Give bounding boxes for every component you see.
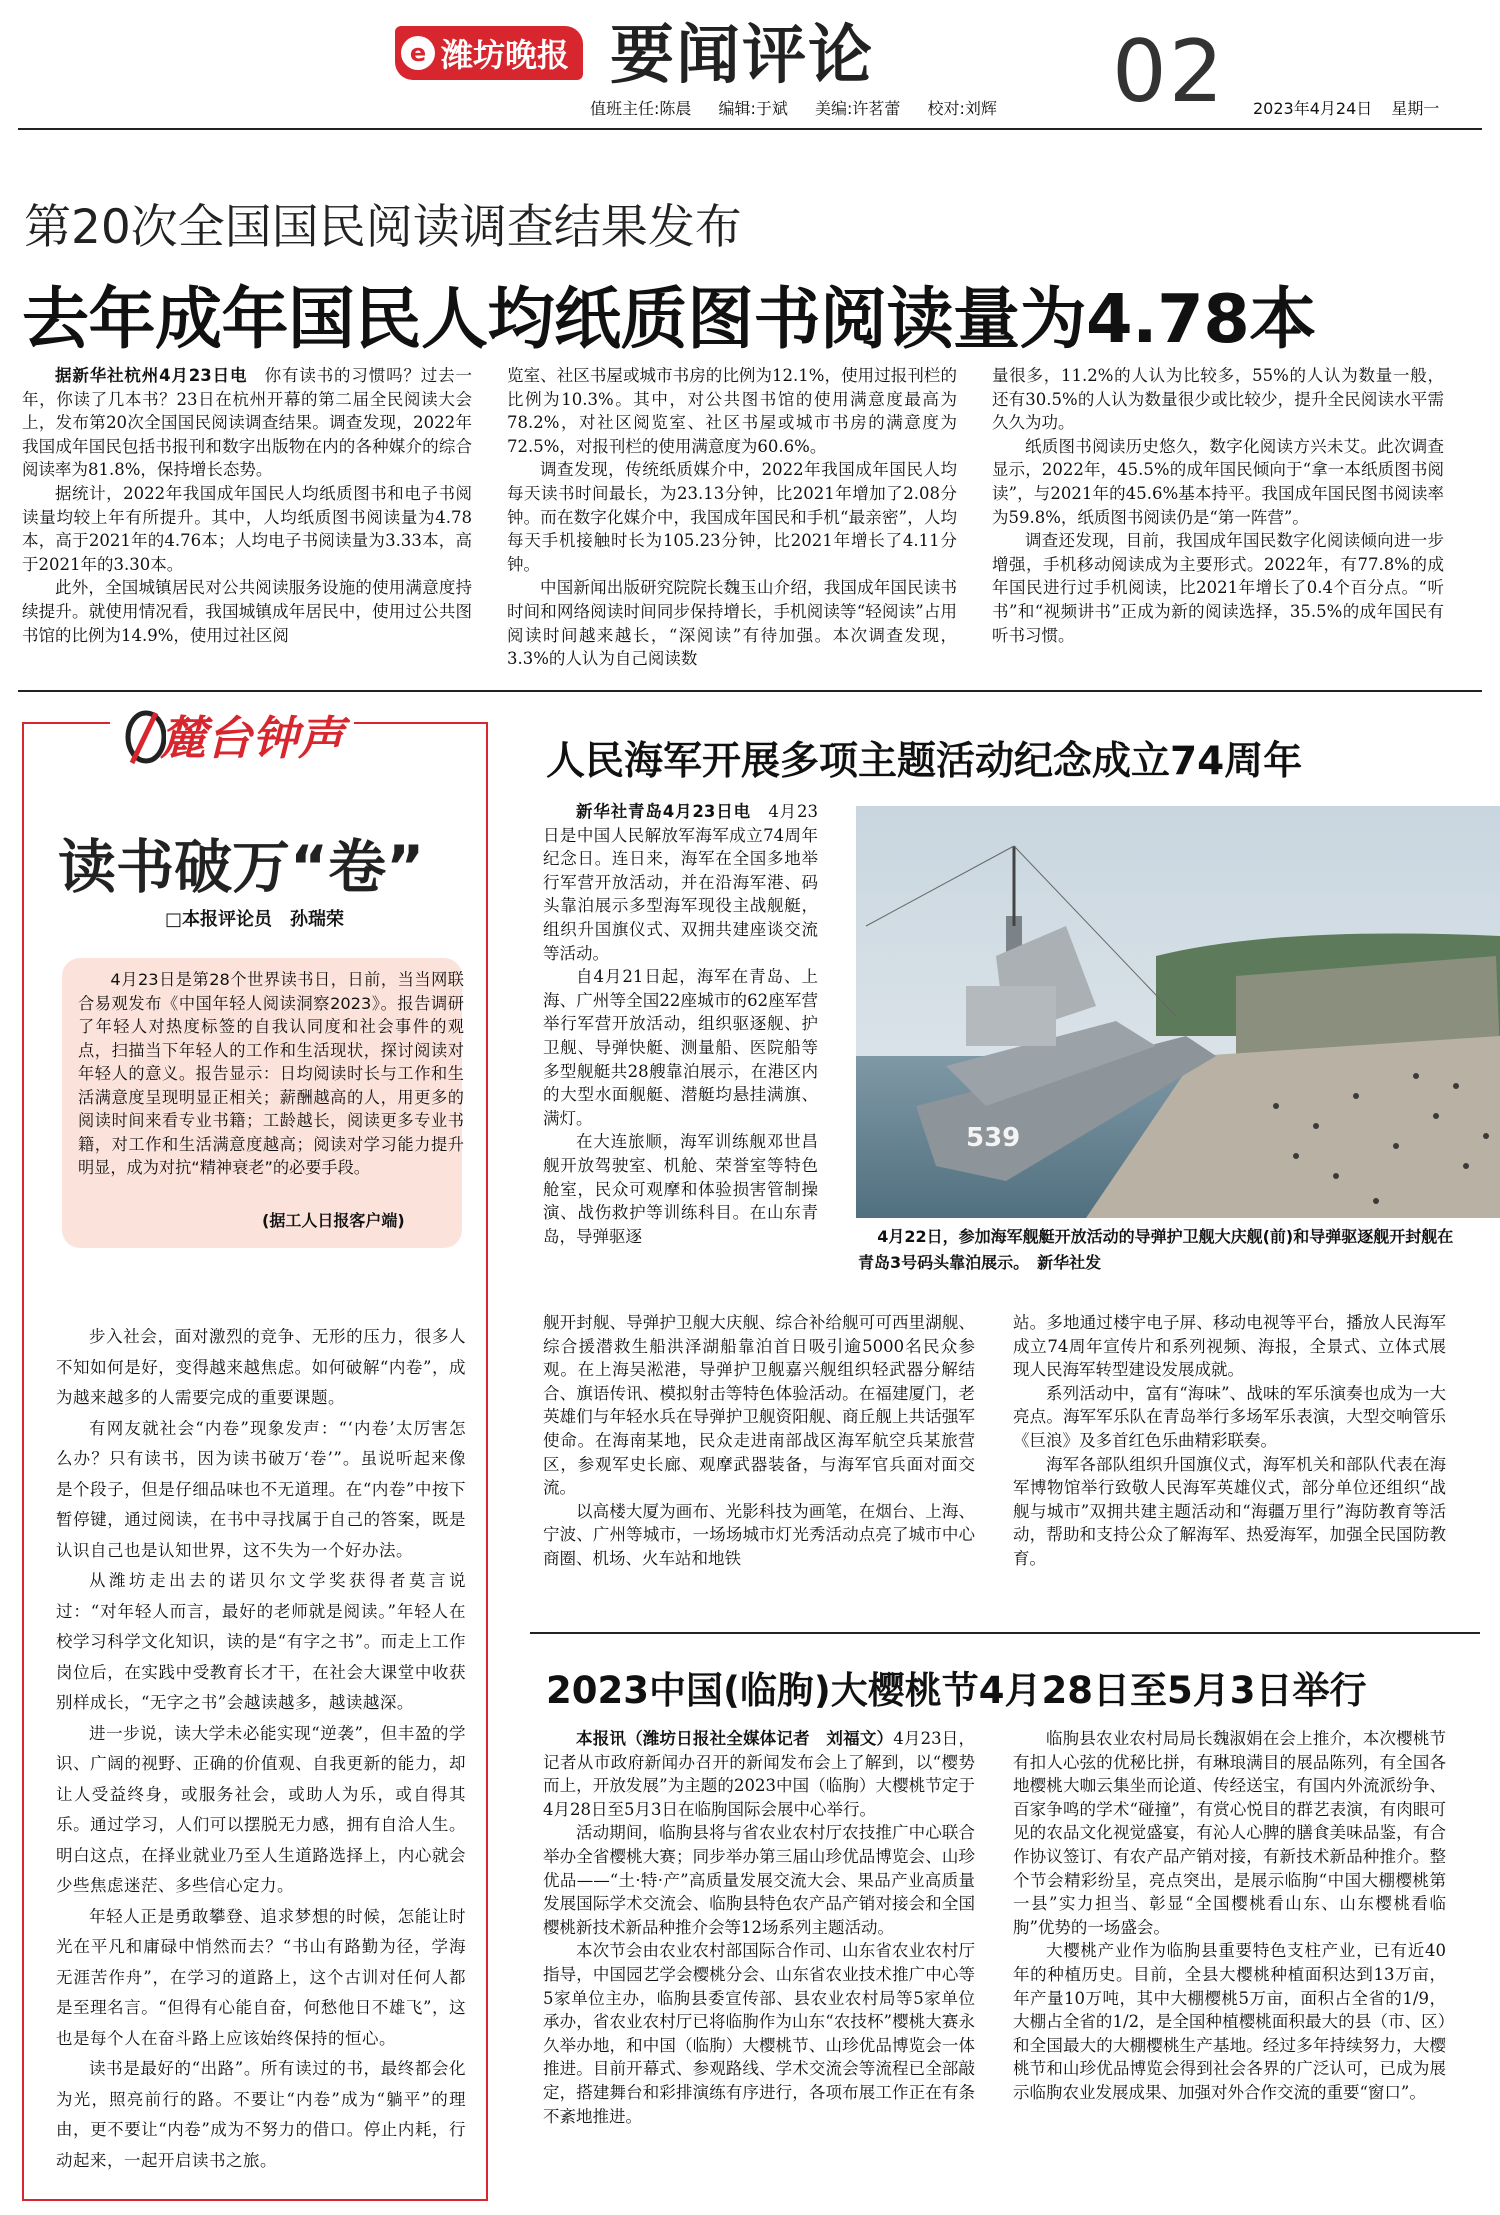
section-title: 要闻评论 [610,18,874,93]
cherry-dateline: 本报讯（潍坊日报社全媒体记者 刘福文） [576,1729,894,1748]
staff-editor: 编辑:于斌 [718,99,788,118]
cherry-para: 活动期间，临朐县将与省农业农村厅农技推广中心联合举办全省樱桃大赛；同步举办第三届山珍优品博览会、山珍优品——“土·特·产”高质量发展交流大会、果品产业高质量发展国际学术交流会、临朐县特色农产品产销对接会和全国樱桃新技术新品种推介会等12场系列主题活动。 [543,1823,975,1937]
lead-para: 调查发现，传统纸质媒介中，2022年我国成年国民人均每天读书时间最长，为23.13分钟，比2021年增加了2.08分钟。而在数字化媒介中，我国成年国民和手机“最亲密”，人均每天手机接触时长为105.23分钟，比2021年增长了4.11分钟。 [507,460,957,574]
staff-designer: 美编:许茗蕾 [815,99,901,118]
lead-para: 据统计，2022年我国成年国民人均纸质图书和电子书阅读量均较上年有所提升。其中，人均纸质图书阅读量为4.78本，高于2021年的4.76本；人均电子书阅读量为3.33本，高于2021年的3.30本。 [22,483,472,574]
staff-proofreader: 校对:刘辉 [927,99,997,118]
lead-col-3 [992,364,1444,647]
lead-para: 中国新闻出版研究院院长魏玉山介绍，我国成年国民读书时间和网络阅读时间同步保持增长，手机阅读等“轻阅读”占用阅读时间越来越长，“深阅读”有待加强。本次调查发现，3.3%的人认为自己阅读数 [507,578,957,669]
navy-para: 系列活动中，富有“海味”、战味的军乐演奏也成为一大亮点。海军军乐队在青岛举行多场军乐表演，大型交响管乐《巨浪》及多首红色乐曲精彩联奏。 [1013,1383,1446,1450]
column-logo-text: 麓台钟声 [160,711,344,765]
lead-para: 量很多，11.2%的人认为比较多，55%的人认为数量一般，还有30.5%的人认为数量很少或比较少，提升全民阅读水平需久久为功。 [992,366,1444,433]
navy-para: 海军各部队组织升国旗仪式，海军机关和部队代表在海军博物馆举行致敬人民海军英雄仪式，部分单位还组织“战舰与城市”双拥共建主题活动和“海疆万里行”海防教育等活动，帮助和支持公众了解海军、热爱海军，加强全民国防教育。 [1013,1454,1446,1568]
cherry-para: 大樱桃产业作为临朐县重要特色支柱产业，已有近40年的种植历史。目前，全县大樱桃种植面积达到13万亩，年产量10万吨，其中大棚樱桃5万亩，面积占全省的1/9，大棚占全省的1/2，是全国种植樱桃面积最大的县（市、区）和全国最大的大棚樱桃生产基地。经过多年持续努力，大樱桃节和山珍优品博览会得到社会各界的广泛认可，已成为展示临朐农业发展成果、加强对外合作交流的重要“窗口”。 [1013,1941,1446,2102]
quote-box [62,958,462,1248]
svg-text:539: 539 [966,1123,1021,1153]
navy-divider [530,1632,1480,1634]
lead-subtitle: 第20次全国国民阅读调查结果发布 [24,200,742,255]
lead-col-2 [507,364,957,671]
cherry-col-1 [543,1727,975,2128]
navy-headline: 人民海军开展多项主题活动纪念成立74周年 [546,739,1303,784]
navy-wide-left [543,1311,975,1571]
commentary-para: 读书是最好的“出路”。所有读过的书，最终都会化为光，照亮前行的路。不要让“内卷”成为“躺平”的理由，更不要让“内卷”成为不努力的借口。停止内耗，行动起来，一起开启读书之旅。 [56,2059,466,2170]
commentary-body [56,1322,466,2176]
navy-para: 舰开封舰、导弹护卫舰大庆舰、综合补给舰可可西里湖舰、综合援潜救生船洪泽湖船靠泊首日吸引逾5000名民众参观。在上海吴淞港，导弹护卫舰嘉兴舰组织轻武器分解结合、旗语传讯、模拟射击等特色体验活动。在福建厦门，老英雄们与年轻水兵在导弹护卫舰资阳舰、商丘舰上共话强军使命。在海南某地，民众走进南部战区海军航空兵某旅营区，参观军史长廊、观摩武器装备，与海军官兵面对面交流。 [543,1313,975,1498]
masthead-divider [18,128,1482,130]
navy-para: 站。多地通过楼宇电子屏、移动电视等平台，播放人民海军成立74周年宣传片和系列视频、海报，全景式、立体式展现人民海军转型建设发展成就。 [1013,1313,1446,1380]
staff-line [590,96,1019,119]
navy-dateline: 新华社青岛4月23日电 [576,802,751,821]
navy-para: 以高楼大厦为画布、光影科技为画笔，在烟台、上海、宁波、广州等城市，一场场城市灯光秀活动点亮了城市中心商圈、机场、火车站和地铁 [543,1501,975,1568]
navy-photo [856,806,1500,1218]
page-number: 02 [1112,22,1226,122]
navy-wide-right [1013,1311,1446,1571]
cherry-para: 本次节会由农业农村部国际合作司、山东省农业农村厅指导，中国园艺学会樱桃分会、山东省农业技术推广中心等5家单位主办，临朐县委宣传部、县农业农村局等5家单位承办，省农业农村厅已将临朐作为山东“农技杯”樱桃大赛永久举办地，和中国（临朐）大樱桃节、山珍优品博览会一体推进。目前开幕式、参观路线、学术交流会等流程已全部敲定，搭建舞台和彩排演练有序进行，各项布展工作正在有条不紊地推进。 [543,1941,975,2126]
column-logo [110,702,354,768]
cherry-para: 临朐县农业农村局局长魏淑娟在会上推介，本次樱桃节有扣人心弦的优秘比拼，有琳琅满目的展品陈列，有全国各地樱桃大咖云集坐而论道、传经送宝，有国内外流派纷争、百家争鸣的学术“碰撞”，有赏心悦目的群艺表演，有肉眼可见的农品文化视觉盛宴，有沁人心脾的膳食美味品鉴，有合作协议签订、有农产品产销对接，有新技术新品种推介。整个节会精彩纷呈，亮点突出，是展示临朐“中国大棚樱桃第一县”实力担当、彰显“全国樱桃看山东、山东樱桃看临朐”优势的一场盛会。 [1013,1729,1446,1937]
issue-date [1253,96,1439,119]
navy-narrow-col [543,800,818,1248]
commentary-para: 有网友就社会“内卷”现象发声：“‘内卷’太厉害怎么办？只有读书，因为读书破万‘卷’”。虽说听起来像是个段子，但是仔细品味也不无道理。在“内卷”中按下暂停键，通过阅读，在书中寻找属于自己的答案，既是认识自己也是认知世界，这不失为一个好办法。 [56,1418,466,1560]
lead-dateline: 据新华社杭州4月23日电 [55,366,248,385]
cherry-col-2 [1013,1727,1446,2105]
lead-para: 据新华社杭州4月23日电 你有读书的习惯吗？过去一年，你读了几本书？23日在杭州开幕的第二届全民阅读大会上，发布第20次全国国民阅读调查结果。调查发现，2022年我国成年国民包括书报刊和数字出版物在内的各种媒介的综合阅读率为81.8%，保持增长态势。 [22,366,473,480]
lead-para: 此外，全国城镇居民对公共阅读服务设施的使用满意度持续提升。就使用情况看，我国城镇成年居民中，使用过公共图书馆的比例为14.9%，使用过社区阅 [22,578,472,645]
staff-on-duty: 值班主任:陈晨 [590,99,692,118]
date-text: 2023年4月24日 [1253,99,1373,118]
commentary-byline: □本报评论员 孙瑞荣 [165,909,345,930]
commentary-para: 进一步说，读大学未必能实现“逆袭”，但丰盈的学识、广阔的视野、正确的价值观、自我更新的能力，却让人受益终身，或服务社会，或助人为乐，或自得其乐。通过学习，人们可以摆脱无力感，拥有自洽人生。明白这点，在择业就业乃至人生道路选择上，内心就会少些焦虑迷茫、多些信心定力。 [56,1723,466,1895]
logo-text: 潍坊晚报 [441,36,570,74]
lead-headline: 去年成年国民人均纸质图书阅读量为4.78本 [22,280,1316,358]
commentary-title: 读书破万“卷” [58,833,425,901]
commentary-para: 从潍坊走出去的诺贝尔文学奖获得者莫言说过：“对年轻人而言，最好的老师就是阅读。”年轻人在校学习科学文化知识，读的是“有字之书”。而走上工作岗位后，在实践中受教育长才干，在社会大课堂中收获别样成长，“无字之书”会越读越多，越读越深。 [56,1571,466,1712]
cherry-para: 本报讯（潍坊日报社全媒体记者 刘福文）4月23日，记者从市政府新闻办召开的新闻发布会上了解到，以“樱势而上，开放发展”为主题的2023中国（临朐）大樱桃节定于4月28日至5月3日在临朐国际会展中心举行。 [543,1729,975,1819]
newspaper-logo [395,26,583,80]
commentary-para: 年轻人正是勇敢攀登、追求梦想的时候，怎能让时光在平凡和庸碌中悄然而去？“书山有路勤为径，学海无涯苦作舟”，在学习的道路上，这个古训对任何人都是至理名言。“但得有心能自奋，何愁他日不雄飞”，这也是每个人在奋斗路上应该始终保持的恒心。 [56,1906,466,2048]
quote-text: 4月23日是第28个世界读书日，日前，当当网联合易观发布《中国年轻人阅读洞察2023》。报告调研了年轻人对热度标签的自我认同度和社会事件的观点，扫描当下年轻人的工作和生活现状，探讨阅读对年轻人的意义。报告显示：日均阅读时长与工作和生活满意度呈现明显正相关；薪酬越高的人，用更多的阅读时间来看专业书籍；工龄越长，阅读更多专业书籍，对工作和生活满意度越高；阅读对学习能力提升明显，成为对抗“精神衰老”的必要手段。 [78,970,464,1177]
lead-para: 纸质图书阅读历史悠久，数字化阅读方兴未艾。此次调查显示，2022年，45.5%的成年国民倾向于“拿一本纸质图书阅读”，与2021年的45.6%基本持平。我国成年国民图书阅读率为59.8%，纸质图书阅读仍是“第一阵营”。 [992,436,1444,527]
lead-col-1 [22,364,472,647]
photo-caption: 4月22日，参加海军舰艇开放活动的导弹护卫舰大庆舰(前)和导弹驱逐舰开封舰在青岛3号码头靠泊展示。 新华社发 [858,1227,1454,1272]
lead-para: 览室、社区书屋或城市书房的比例为12.1%，使用过报刊栏的比例为10.3%。其中，对公共图书馆的使用满意度最高为78.2%，对社区阅览室、社区书屋或城市书房的满意度为72.5%，对报刊栏的使用满意度为60.6%。 [507,366,957,456]
lead-para: 调查还发现，目前，我国成年国民数字化阅读倾向进一步增强，手机移动阅读成为主要形式。2022年，有77.8%的成年国民进行过手机阅读，比2021年增长了0.4个百分点。“听书”和“视频讲书”正成为新的阅读选择，35.5%的成年国民有听书习惯。 [992,531,1444,645]
cherry-headline: 2023中国(临朐)大樱桃节4月28日至5月3日举行 [546,1669,1367,1712]
navy-para: 自4月21日起，海军在青岛、上海、广州等全国22座城市的62座军营举行军营开放活动，组织驱逐舰、护卫舰、导弹快艇、测量船、医院船等多型舰艇共28艘靠泊展示，在港区内的大型水面舰艇、潜艇均悬挂满旗、满灯。 [543,967,818,1128]
weekday-text: 星期一 [1391,99,1440,118]
navy-para: 在大连旅顺，海军训练舰邓世昌舰开放驾驶室、机舱、荣誉室等特色舱室，民众可观摩和体验损害管制操演、战伤救护等训练科目。在山东青岛，导弹驱逐 [543,1132,818,1246]
quote-source: (据工人日报客户端) [262,1211,405,1230]
logo-emblem-icon: e [401,36,435,70]
lead-divider [18,690,1482,692]
commentary-para: 步入社会，面对激烈的竞争、无形的压力，很多人不知如何是好，变得越来越焦虑。如何破解“内卷”，成为越来越多的人需要完成的重要课题。 [56,1327,466,1407]
navy-para: 新华社青岛4月23日电 4月23日是中国人民解放军海军成立74周年纪念日。连日来，海军在全国多地举行军营开放活动，并在沿海军港、码头靠泊展示多型海军现役主战舰艇，组织升国旗仪式、双拥共建座谈交流等活动。 [543,802,819,963]
